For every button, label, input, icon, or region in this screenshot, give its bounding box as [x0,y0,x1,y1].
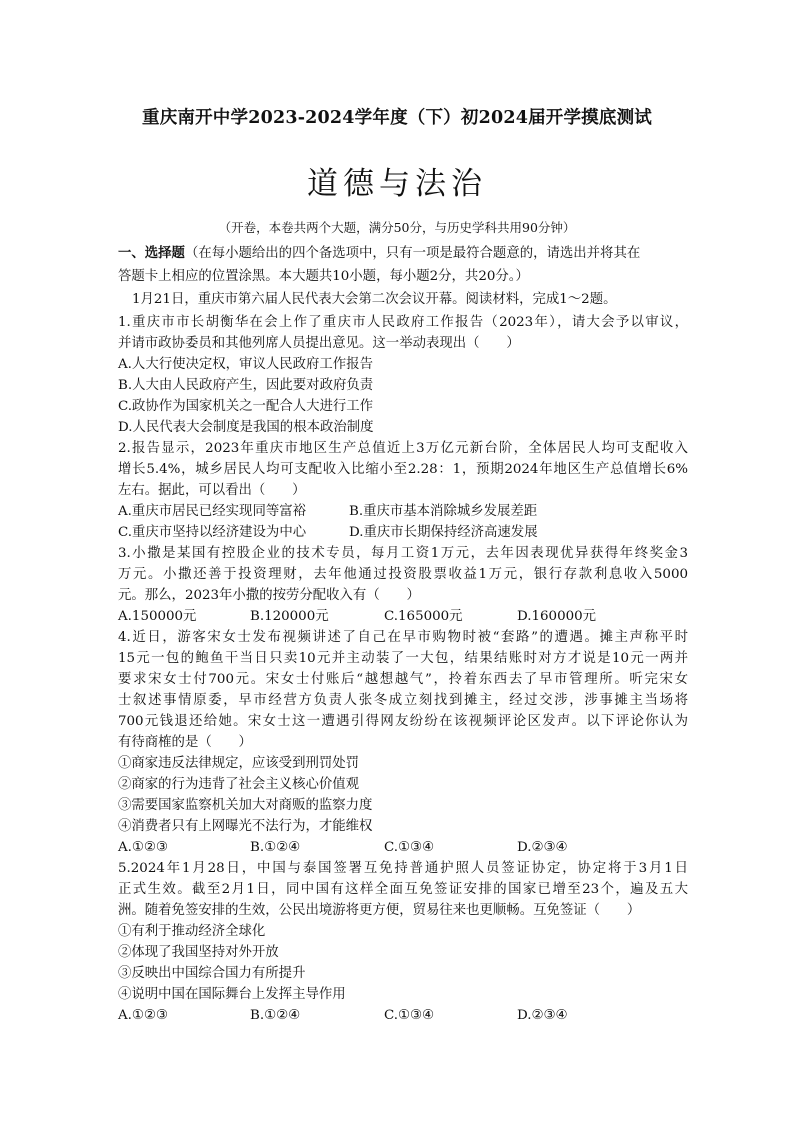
q5-stem-line-3: 洲。随着免签安排的生效，公民出境游将更方便，贸易往来也更顺畅。互免签证（ ） [118,903,641,918]
q3-stem-line-3: 元。那么，2023年小撒的按劳分配收入有（ ） [118,588,420,603]
q5-option-b: B.①②④ [250,1008,301,1023]
q3-option-d: D.160000元 [517,609,597,624]
q4-stem-line-2: 15元一包的鲍鱼干当日只卖10元并主动装了一大包，结果结账时对方才说是10元一两并 [118,651,688,666]
q5-statement-3: ③反映出中国综合国力有所提升 [118,966,306,981]
exam-note: （开卷，本卷共两个大题，满分50分，与历史学科共用90分钟） [218,220,576,235]
q1-option-c: C.政协作为国家机关之一配合人大进行工作 [118,399,374,414]
q3-option-a: A.150000元 [118,609,197,624]
q4-statement-4: ④消费者只有上网曝光不法行为，才能维权 [118,819,373,834]
q5-stem-line-1: 5.2024年1月28日，中国与泰国签署互免持普通护照人员签证协定，协定将于3月1日 [118,861,688,876]
q4-stem-line-6: 有待商榷的是（ ） [118,735,252,750]
q4-option-a: A.①②③ [118,840,168,855]
exam-title: 重庆南开中学2023-2024学年度（下）初2024届开学摸底测试 [142,108,652,128]
q4-option-d: D.②③④ [517,840,568,855]
q3-option-b: B.120000元 [250,609,329,624]
q4-stem-line-3: 要求宋女士付700元。宋女士付账后“越想越气”，拎着东西去了早市管理所。听完宋女 [118,672,688,687]
subject-title: 道德与法治 [307,166,487,202]
q1-option-d: D.人民代表大会制度是我国的根本政治制度 [118,420,374,435]
q1-option-a: A.人大行使决定权，审议人民政府工作报告 [118,357,373,372]
q5-option-d: D.②③④ [517,1008,568,1023]
q3-stem-line-1: 3.小撒是某国有控股企业的技术专员，每月工资1万元，去年因表现优异获得年终奖金3 [118,546,688,561]
material-intro: 1月21日，重庆市第六届人民代表大会第二次会议开幕。阅读材料，完成1～2题。 [132,292,617,307]
q2-option-c: C.重庆市坚持以经济建设为中心 [118,525,307,540]
q5-option-a: A.①②③ [118,1008,168,1023]
q5-statement-1: ①有利于推动经济全球化 [118,924,266,939]
q4-stem-line-5: 700元钱退还给她。宋女士这一遭遇引得网友纷纷在该视频评论区发声。以下评论你认为 [118,714,688,729]
q2-option-d: D.重庆市长期保持经济高速发展 [349,525,538,540]
section-instruction: （在每小题给出的四个备选项中，只有一项是最符合题意的，请选出并将其在 [184,246,641,261]
q2-stem-line-2: 增长5.4%，城乡居民人均可支配收入比缩小至2.28：1，预期2024年地区生产总值增长6% [118,462,688,477]
q5-statement-2: ②体现了我国坚持对外开放 [118,945,279,960]
q4-statement-1: ①商家违反法律规定，应该受到刑罚处罚 [118,756,360,771]
q3-option-c: C.165000元 [384,609,463,624]
section-heading: 一、选择题 [118,246,185,261]
q5-option-c: C.①③④ [384,1008,435,1023]
q4-option-b: B.①②④ [250,840,301,855]
q2-stem-line-1: 2.报告显示，2023年重庆市地区生产总值近上3万亿元新台阶，全体居民人均可支配收入 [118,441,688,456]
q1-stem-line-1: 1.重庆市市长胡衡华在会上作了重庆市人民政府工作报告（2023年），请大会予以审议， [118,315,688,330]
q1-stem-line-2: 并请市政协委员和其他列席人员提出意见。这一举动表现出（ ） [118,336,520,351]
q4-statement-2: ②商家的行为违背了社会主义核心价值观 [118,777,360,792]
q4-stem-line-4: 士叙述事情原委，早市经营方负责人张冬成立刻找到摊主，经过交涉，涉事摊主当场将 [118,693,688,708]
section-instruction-2: 答题卡上相应的位置涂黑。本大题共10小题，每小题2分，共20分。） [118,269,529,284]
q2-option-a: A.重庆市居民已经实现同等富裕 [118,504,307,519]
q4-statement-3: ③需要国家监察机关加大对商贩的监察力度 [118,798,373,813]
section-heading-line [118,243,688,264]
q1-option-b: B.人大由人民政府产生，因此要对政府负责 [118,378,374,393]
q3-stem-line-2: 万元。小撒还善于投资理财，去年他通过投资股票收益1万元，银行存款利息收入5000 [118,567,688,582]
q4-stem-line-1: 4.近日，游客宋女士发布视频讲述了自己在早市购物时被“套路”的遭遇。摊主声称平时 [118,630,688,645]
q5-statement-4: ④说明中国在国际舞台上发挥主导作用 [118,987,346,1002]
q2-stem-line-3: 左右。据此，可以看出（ ） [118,483,306,498]
q4-option-c: C.①③④ [384,840,435,855]
q2-option-b: B.重庆市基本消除城乡发展差距 [349,504,538,519]
q5-stem-line-2: 正式生效。截至2月1日，同中国有这样全面互免签证安排的国家已增至23个，遍及五大 [118,882,688,897]
